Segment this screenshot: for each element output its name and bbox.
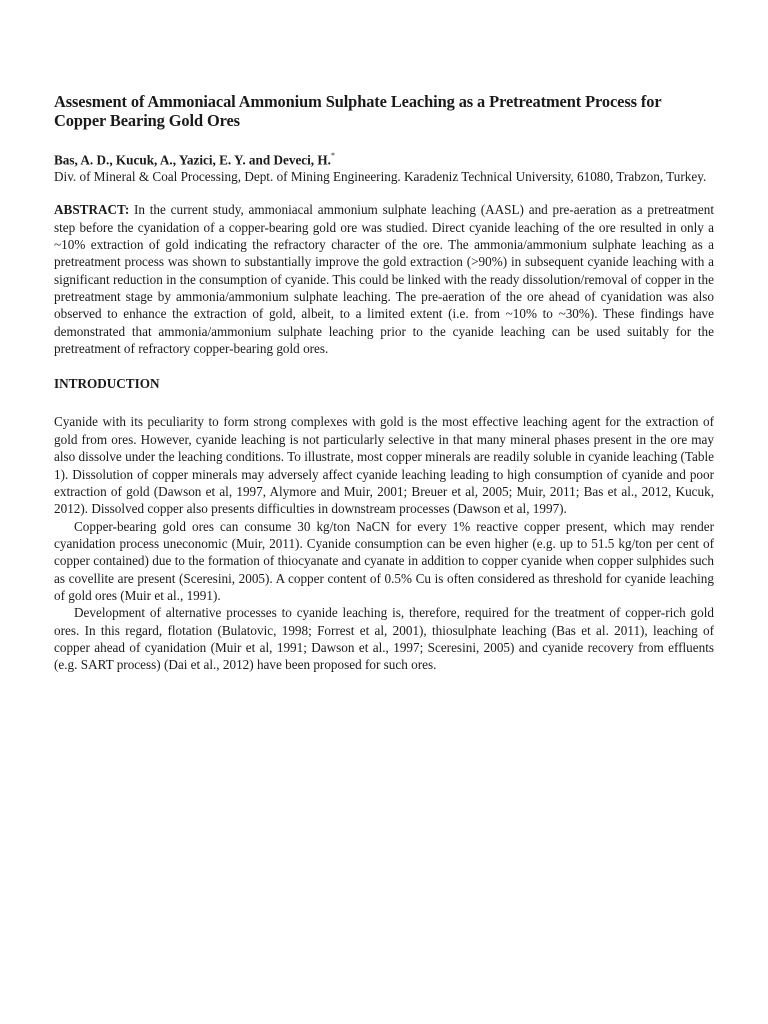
- affiliation: Div. of Mineral & Coal Processing, Dept. of Mining Engineering. Karadeniz Technical University, 61080, Trabzon, Turkey.: [54, 169, 707, 185]
- body-paragraph: Development of alternative processes to cyanide leaching is, therefore, required for the treatment of copper-rich gold ores. In this regard, flotation (Bulatovic, 1998; Forrest et al, 2001), thiosulphate leaching (Bas et al. 2011), leaching of copper ahead of cyanidation (Muir et al, 1991; Dawson et al., 1997; Sceresini, 2005) and cyanide recovery from effluents (e.g. SART process) (Dai et al., 2012) have been proposed for such ores.: [54, 605, 714, 673]
- author-list: [54, 148, 714, 168]
- body-paragraph: Cyanide with its peculiarity to form strong complexes with gold is the most effective leaching agent for the extraction of gold from ores. However, cyanide leaching is not particularly selective in that many mineral phases present in the ore may also dissolve under the leaching conditions. To illustrate, most copper minerals are readily soluble in cyanide leaching (Table 1). Dissolution of copper minerals may adversely affect cyanide leaching leading to high consumption of cyanide and poor extraction of gold (Dawson et al, 1997, Alymore and Muir, 2001; Breuer et al, 2005; Muir, 2011; Bas et al., 2012, Kucuk, 2012). Dissolved copper also presents difficulties in downstream processes (Dawson et al, 1997).: [54, 414, 714, 517]
- section-heading-introduction: INTRODUCTION: [54, 376, 160, 392]
- body-paragraph: Copper-bearing gold ores can consume 30 kg/ton NaCN for every 1% reactive copper present, which may render cyanidation process uneconomic (Muir, 2011). Cyanide consumption can be even higher (e.g. up to 51.5 kg/ton per cent of copper contained) due to the formation of thiocyanate and cyanate in addition to copper cyanide when copper sulphides such as covellite are present (Sceresini, 2005). A copper content of 0.5% Cu is often considered as threshold for cyanide leaching of gold ores (Muir et al., 1991).: [54, 518, 714, 603]
- abstract: [54, 201, 714, 357]
- paper-title: Assesment of Ammoniacal Ammonium Sulphate Leaching as a Pretreatment Process for Copper Bearing Gold Ores: [54, 92, 662, 130]
- abstract-label: ABSTRACT:: [54, 202, 130, 218]
- abstract-text: In the current study, ammoniacal ammonium sulphate leaching (AASL) and pre-aeration as a pretreatment step before the cyanidation of a copper-bearing gold ore was studied. Direct cyanide leaching of the ore resulted in only a ~10% extraction of gold indicating the refractory character of the ore. The ammonia/ammonium sulphate leaching as a pretreatment process was shown to substantially improve the gold extraction (>90%) in subsequent cyanide leaching with a significant reduction in the consumption of cyanide. This could be linked with the ready dissolution/removal of copper in the pretreatment stage by ammonia/ammonium sulphate leaching. The pre-aeration of the ore ahead of cyanidation was also observed to enhance the extraction of gold, albeit, to a limited extent (i.e. from ~10% to ~30%). These findings have demonstrated that ammonia/ammonium sulphate leaching prior to the cyanide leaching can be used suitably for the pretreatment of refractory copper-bearing gold ores.: [54, 202, 714, 357]
- author-names: Bas, A. D., Kucuk, A., Yazici, E. Y. and Deveci, H.: [54, 152, 331, 168]
- corresponding-author-mark: *: [330, 151, 335, 160]
